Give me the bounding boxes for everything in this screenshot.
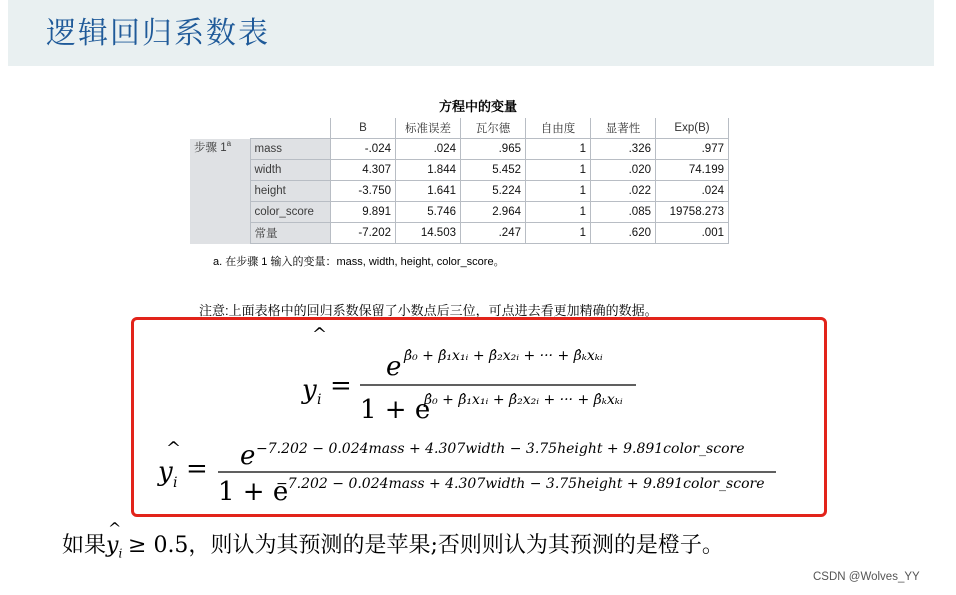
decision-prefix: 如果 bbox=[62, 533, 107, 558]
row-label: color_score bbox=[250, 202, 331, 223]
decision-rule bbox=[62, 519, 724, 561]
general-equals: = bbox=[330, 371, 352, 401]
specific-denominator-one: 1 + e bbox=[218, 477, 289, 507]
specific-formula bbox=[157, 438, 776, 507]
table-cell: 5.452 bbox=[461, 160, 526, 181]
table-row bbox=[190, 202, 729, 223]
hat-accent: ^ bbox=[312, 324, 328, 345]
table-title: 方程中的变量 bbox=[438, 100, 517, 115]
decision-condition: ≥ 0.5， bbox=[128, 533, 211, 558]
row-label: width bbox=[250, 160, 331, 181]
table-cell: -.024 bbox=[331, 139, 396, 160]
precision-note: 注意:上面表格中的回归系数保留了小数点后三位，可点进去看更加精确的数据。 bbox=[199, 303, 658, 318]
general-denominator-exponent: β̂₀ + β̂₁x₁ᵢ + β̂₂x₂ᵢ + ··· + β̂ₖxₖᵢ bbox=[424, 392, 623, 408]
table-row bbox=[190, 139, 729, 160]
table-cell: 74.199 bbox=[656, 160, 729, 181]
table-cell: .326 bbox=[591, 139, 656, 160]
table-cell: 5.224 bbox=[461, 181, 526, 202]
table-cell: .022 bbox=[591, 181, 656, 202]
hat-accent: ^ bbox=[166, 438, 182, 459]
specific-lhs: y bbox=[158, 457, 173, 487]
hat-accent: ^ bbox=[108, 519, 122, 538]
table-cell: 1.844 bbox=[396, 160, 461, 181]
specific-equals: = bbox=[186, 454, 208, 484]
table-row bbox=[190, 181, 729, 202]
step-label: 步骤 1$^a$ bbox=[190, 139, 250, 244]
general-lhs-sub: i bbox=[317, 392, 322, 408]
table-cell: 9.891 bbox=[331, 202, 396, 223]
title-bar bbox=[8, 0, 934, 66]
table-cell: .024 bbox=[396, 139, 461, 160]
row-label: mass bbox=[250, 139, 331, 160]
row-label: height bbox=[250, 181, 331, 202]
column-header: 自由度 bbox=[526, 118, 591, 139]
table-cell: 19758.273 bbox=[656, 202, 729, 223]
specific-denominator-exponent: −7.202 − 0.024mass + 4.307width − 3.75height + 9.891color_score bbox=[276, 476, 765, 492]
column-header: Exp(B) bbox=[656, 118, 729, 139]
table-cell: 1 bbox=[526, 202, 591, 223]
table-cell: .965 bbox=[461, 139, 526, 160]
general-denominator-one: 1 + e bbox=[360, 395, 431, 425]
step-footnote-mark: a bbox=[226, 138, 232, 148]
table-cell: .620 bbox=[591, 223, 656, 244]
table-cell: .001 bbox=[656, 223, 729, 244]
decision-text: 则认为其预测的是苹果;否则则认为其预测的是橙子。 bbox=[210, 533, 724, 558]
table-cell: -3.750 bbox=[331, 181, 396, 202]
table-row bbox=[190, 160, 729, 181]
table-cell: 5.746 bbox=[396, 202, 461, 223]
watermark: CSDN @Wolves_YY bbox=[813, 571, 920, 583]
column-header: 标准误差 bbox=[396, 118, 461, 139]
general-formula bbox=[301, 324, 636, 425]
table-cell: 1.641 bbox=[396, 181, 461, 202]
table-cell: 1 bbox=[526, 160, 591, 181]
table-cell: 2.964 bbox=[461, 202, 526, 223]
table-cell: 4.307 bbox=[331, 160, 396, 181]
coefficient-table bbox=[190, 118, 729, 244]
table-row bbox=[190, 223, 729, 244]
table-cell: .020 bbox=[591, 160, 656, 181]
table-footnote: a. 在步骤 1 输入的变量：mass, width, height, color_score。 bbox=[213, 256, 505, 268]
column-header: B bbox=[331, 118, 396, 139]
column-header: 显著性 bbox=[591, 118, 656, 139]
table-cell: -7.202 bbox=[331, 223, 396, 244]
table-cell: 1 bbox=[526, 223, 591, 244]
general-numerator-exponent: β̂₀ + β̂₁x₁ᵢ + β̂₂x₂ᵢ + ··· + β̂ₖxₖᵢ bbox=[404, 348, 603, 364]
table-cell: 14.503 bbox=[396, 223, 461, 244]
table-cell: 1 bbox=[526, 181, 591, 202]
specific-numerator-exponent: −7.202 − 0.024mass + 4.307width − 3.75height + 9.891color_score bbox=[256, 441, 745, 457]
table-cell: .247 bbox=[461, 223, 526, 244]
general-lhs: y bbox=[302, 375, 317, 405]
table-cell: .977 bbox=[656, 139, 729, 160]
header-blank bbox=[190, 118, 250, 139]
table-header-row bbox=[190, 118, 729, 139]
table-cell: .024 bbox=[656, 181, 729, 202]
table-cell: 1 bbox=[526, 139, 591, 160]
header-blank bbox=[250, 118, 331, 139]
logistic-formulas bbox=[134, 320, 824, 514]
row-label: 常量 bbox=[250, 223, 331, 244]
table-cell: .085 bbox=[591, 202, 656, 223]
general-numerator-base: e bbox=[386, 352, 402, 382]
column-header: 瓦尔德 bbox=[461, 118, 526, 139]
specific-numerator-base: e bbox=[240, 441, 256, 471]
specific-lhs-sub: i bbox=[173, 475, 178, 491]
decision-yhat: ^ $y_i$ bbox=[106, 519, 123, 561]
page-title: 逻辑回归系数表 bbox=[46, 16, 270, 51]
